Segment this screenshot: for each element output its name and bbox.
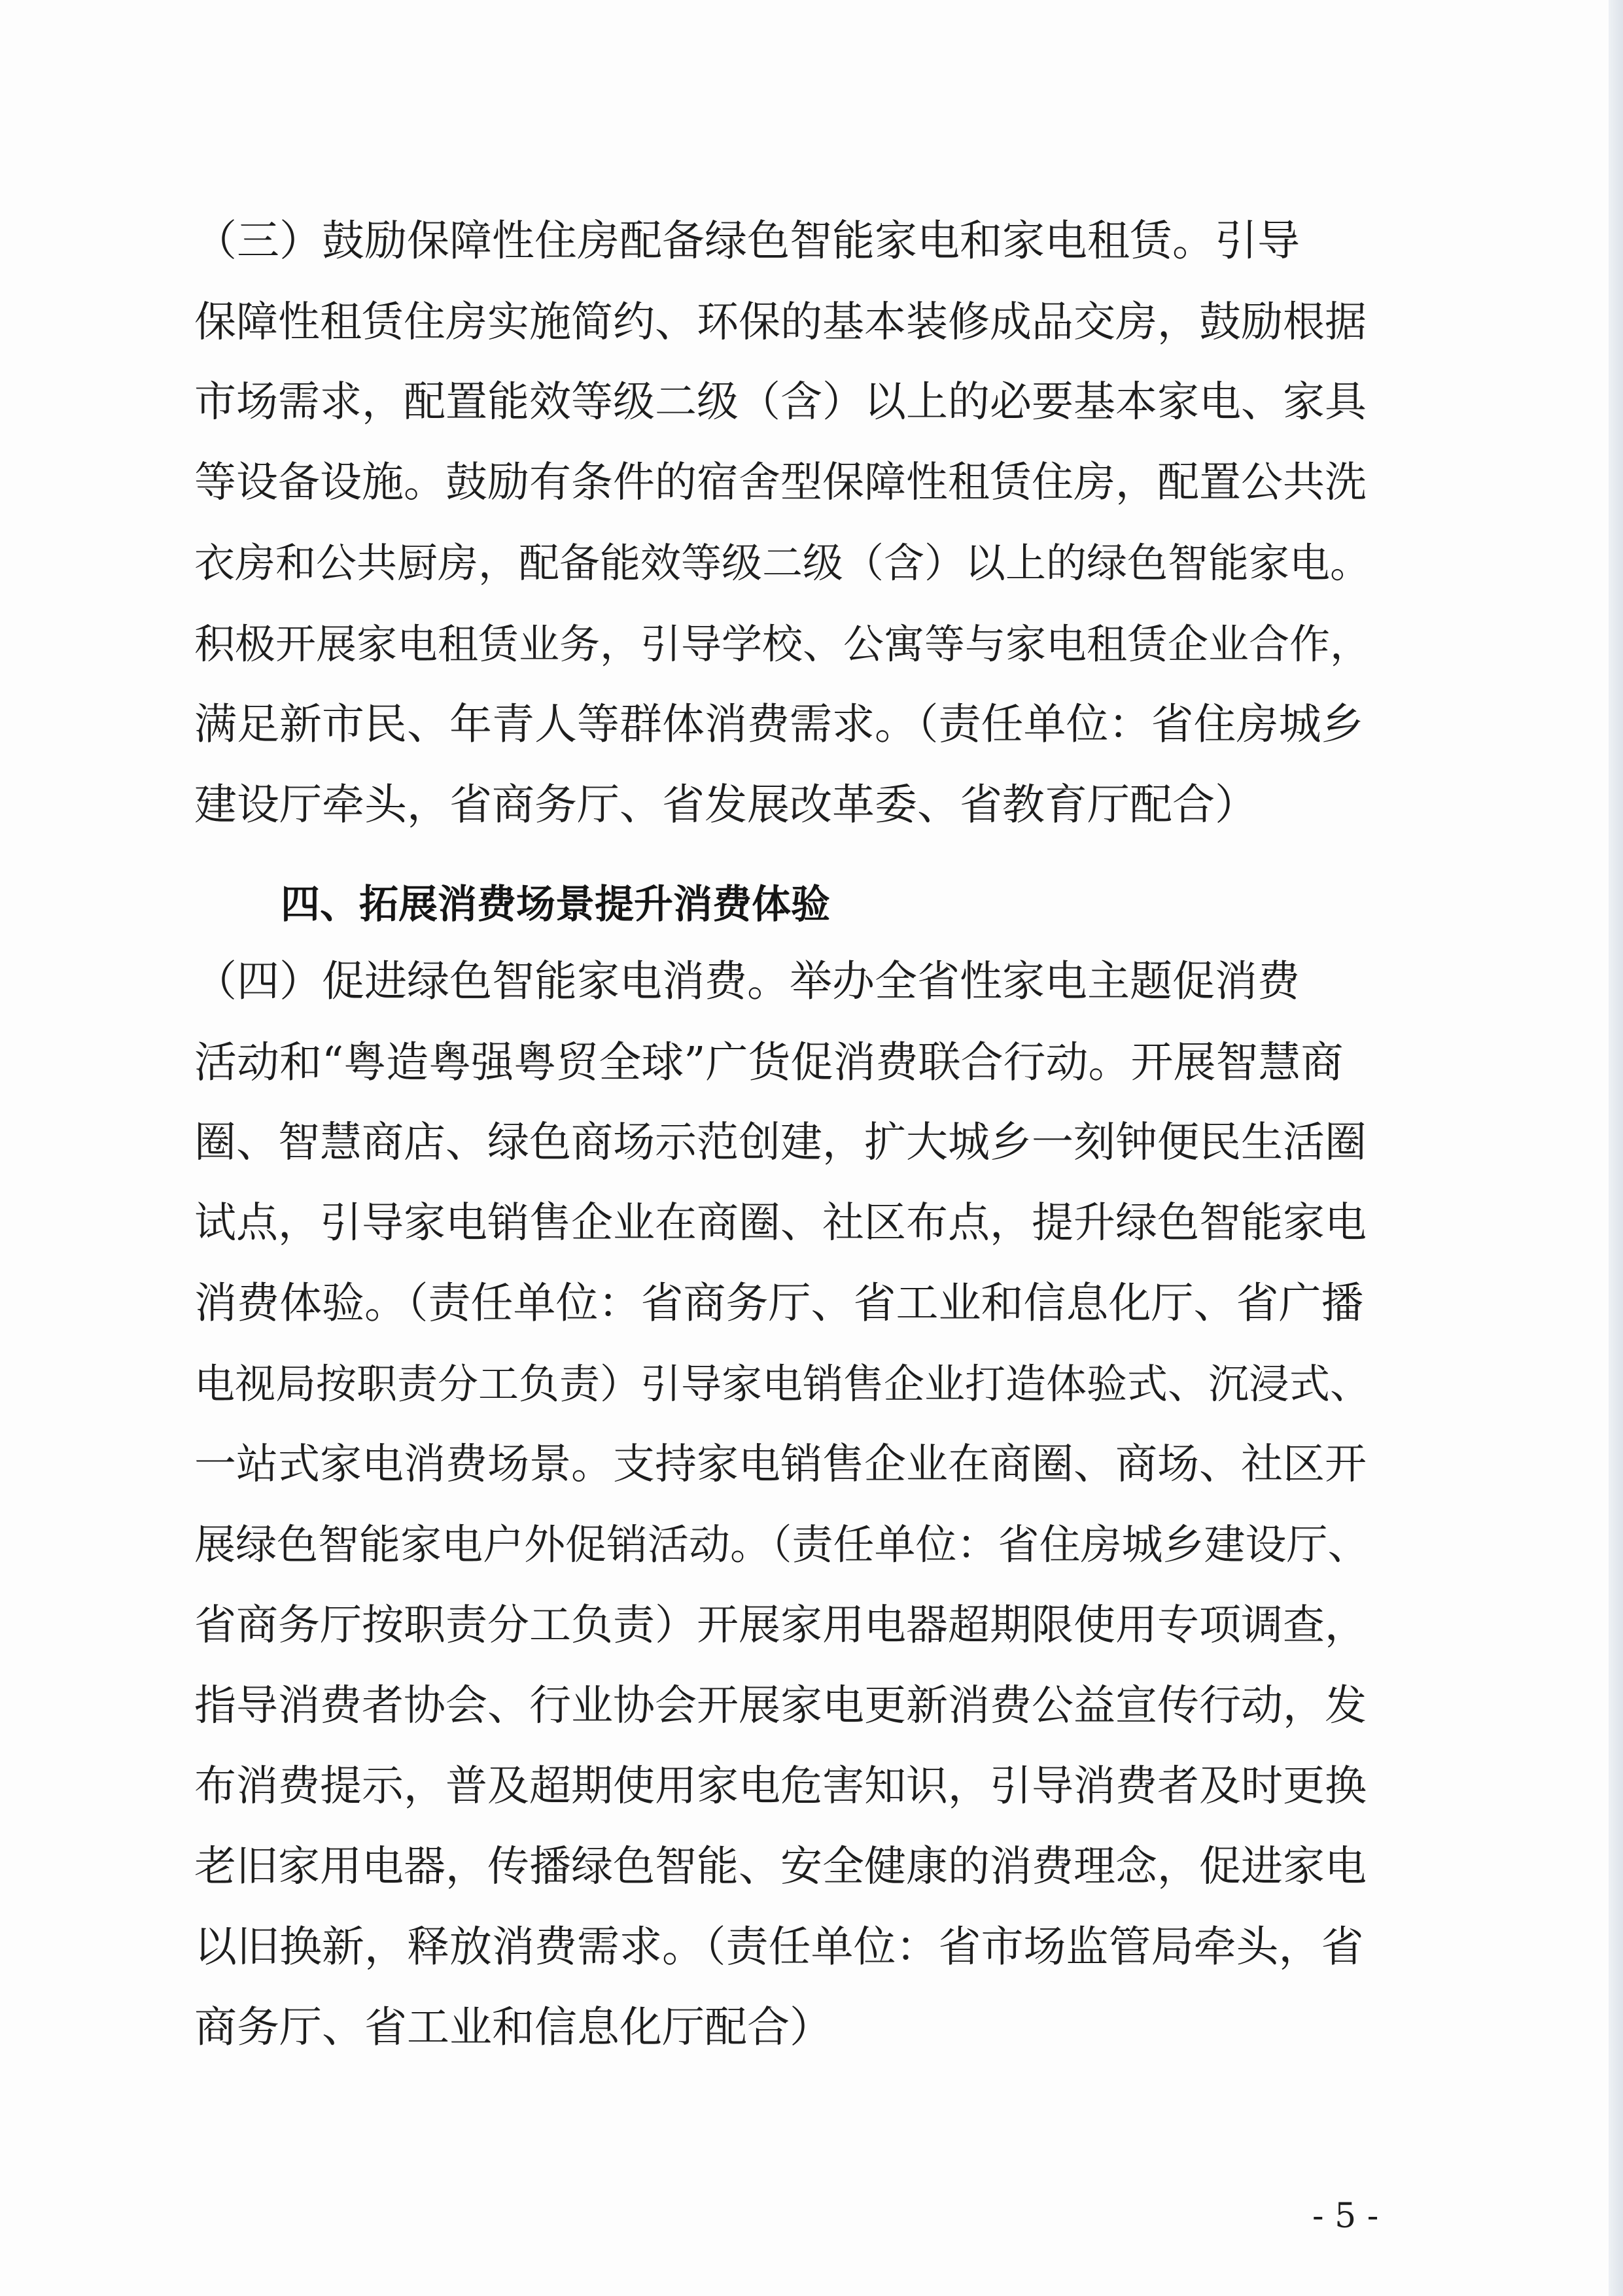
- paragraph-3-line-2: 保障性租赁住房实施简约、环保的基本装修成品交房，鼓励根据: [194, 298, 1367, 347]
- paragraph-3-line-6: 积极开展家电租赁业务，引导学校、公寓等与家电租赁企业合作，: [194, 620, 1371, 668]
- section-heading: 四、拓展消费场景提升消费体验: [281, 882, 830, 928]
- paragraph-4-line-6: 电视局按职责分工负责）引导家电销售企业打造体验式、沉浸式、: [194, 1360, 1371, 1408]
- paragraph-3-line-1: （三）鼓励保障性住房配备绿色智能家电和家电租赁。引导: [194, 217, 1300, 266]
- paragraph-3-line-3: 市场需求，配置能效等级二级（含）以上的必要基本家电、家具: [194, 378, 1367, 426]
- paragraph-4-line-10: 指导消费者协会、行业协会开展家电更新消费公益宣传行动，发: [194, 1682, 1367, 1730]
- paragraph-4-line-11: 布消费提示，普及超期使用家电危害知识，引导消费者及时更换: [194, 1762, 1367, 1811]
- paragraph-4-line-9: 省商务厅按职责分工负责）开展家用电器超期限使用专项调查，: [194, 1601, 1367, 1650]
- paragraph-4-line-14: 商务厅、省工业和信息化厅配合）: [194, 2003, 833, 2052]
- paragraph-4-line-2: 活动和“粤造粤强粤贸全球”广货促消费联合行动。开展智慧商: [194, 1038, 1344, 1087]
- page-number: - 5 -: [1312, 2197, 1379, 2236]
- paragraph-4-line-1: （四）促进绿色智能家电消费。举办全省性家电主题促消费: [194, 957, 1300, 1006]
- paragraph-4-line-8: 展绿色智能家电户外促销活动。（责任单位：省住房城乡建设厅、: [194, 1521, 1369, 1569]
- paragraph-4-line-4: 试点，引导家电销售企业在商圈、社区布点，提升绿色智能家电: [194, 1199, 1367, 1247]
- paragraph-3-line-4: 等设备设施。鼓励有条件的宿舍型保障性租赁住房，配置公共洗: [194, 459, 1367, 507]
- paragraph-4-line-12: 老旧家用电器，传播绿色智能、安全健康的消费理念，促进家电: [194, 1843, 1367, 1891]
- paragraph-4-line-13: 以旧换新，释放消费需求。（责任单位：省市场监管局牵头，省: [194, 1922, 1364, 1972]
- paragraph-4-line-7: 一站式家电消费场景。支持家电销售企业在商圈、商场、社区开: [194, 1440, 1367, 1489]
- paragraph-3-line-5: 衣房和公共厨房，配备能效等级二级（含）以上的绿色智能家电。: [194, 539, 1371, 587]
- paragraph-4-line-3: 圈、智慧商店、绿色商场示范创建，扩大城乡一刻钟便民生活圈: [194, 1119, 1367, 1167]
- paragraph-3-line-7: 满足新市民、年青人等群体消费需求。（责任单位：省住房城乡: [194, 700, 1364, 749]
- scan-edge: [1609, 0, 1623, 2296]
- paragraph-3-line-8: 建设厅牵头，省商务厅、省发展改革委、省教育厅配合）: [194, 780, 1258, 829]
- paragraph-4-line-5: 消费体验。（责任单位：省商务厅、省工业和信息化厅、省广播: [194, 1279, 1364, 1328]
